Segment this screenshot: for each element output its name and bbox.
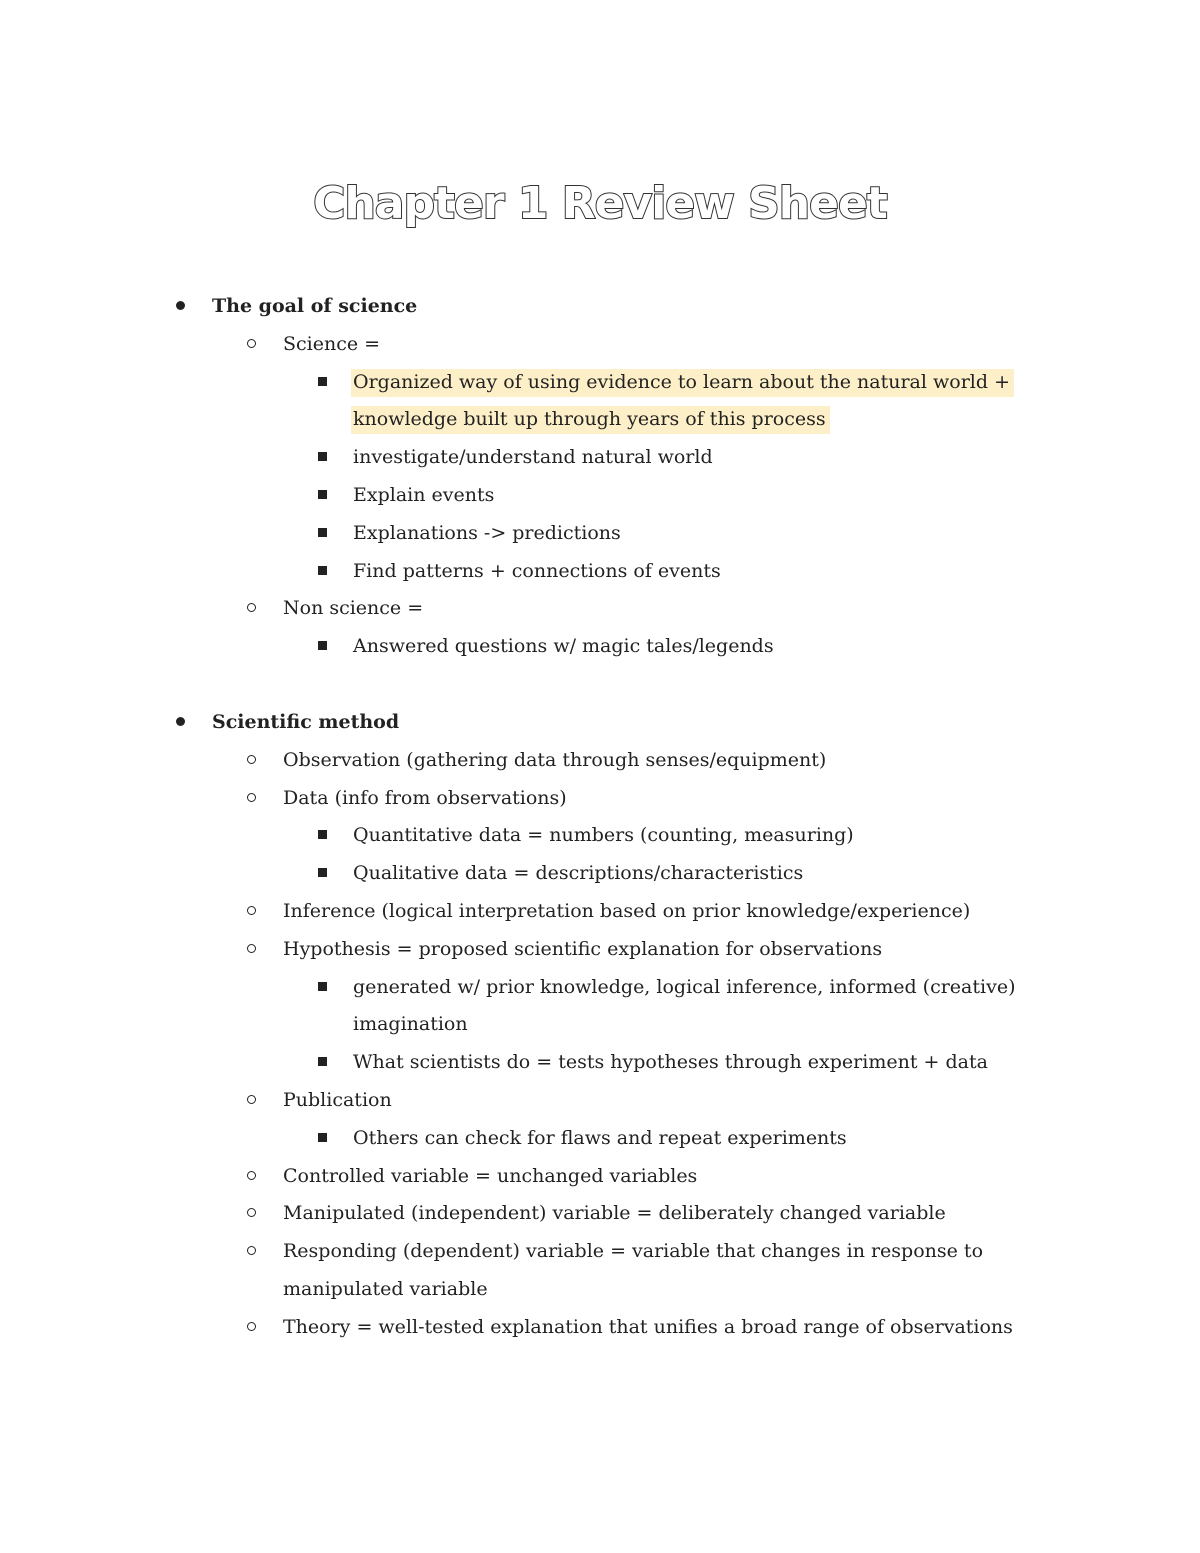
square-bullet-icon (318, 1057, 327, 1066)
hollow-circle-bullet-icon (247, 793, 256, 802)
square-bullet-icon (318, 1133, 327, 1142)
list-item-text: Non science = (283, 597, 424, 620)
square-bullet-icon (318, 566, 327, 575)
sub-list-item-text: Quantitative data = numbers (counting, measuring) (353, 824, 854, 847)
list-item-text: Data (info from observations) (283, 786, 567, 809)
sub-list-item-text: What scientists do = tests hypotheses through experiment + data (353, 1051, 988, 1074)
sub-list-item-text (353, 363, 1014, 401)
hollow-circle-bullet-icon (247, 944, 256, 953)
hollow-circle-bullet-icon (247, 1322, 256, 1331)
sub-list-item-text: imagination (353, 1013, 468, 1036)
section-heading-text: Scientific method (212, 711, 400, 733)
square-bullet-icon (318, 868, 327, 877)
sub-list-item-text: Explanations -> predictions (353, 521, 621, 544)
sub-list-item-text: Answered questions w/ magic tales/legends (353, 635, 774, 658)
square-bullet-icon (318, 982, 327, 991)
list-item-text: Observation (gathering data through senses/equipment) (283, 748, 827, 771)
square-bullet-icon (318, 830, 327, 839)
square-bullet-icon (318, 641, 327, 650)
hollow-circle-bullet-icon (247, 1095, 256, 1104)
sub-list-item-text: investigate/understand natural world (353, 446, 713, 469)
square-bullet-icon (318, 528, 327, 537)
list-item-text: Manipulated (independent) variable = deliberately changed variable (283, 1202, 946, 1225)
highlighted-text: Organized way of using evidence to learn about the natural world + (351, 369, 1014, 397)
hollow-circle-bullet-icon (247, 1171, 256, 1180)
sub-list-item-text: generated w/ prior knowledge, logical inference, informed (creative) (353, 975, 1016, 998)
list-item-text: Controlled variable = unchanged variables (283, 1164, 698, 1187)
highlighted-text: knowledge built up through years of this process (351, 406, 830, 434)
square-bullet-icon (318, 452, 327, 461)
hollow-circle-bullet-icon (247, 339, 256, 348)
hollow-circle-bullet-icon (247, 755, 256, 764)
list-item-text: manipulated variable (283, 1278, 488, 1300)
hollow-circle-bullet-icon (247, 1208, 256, 1217)
list-item-text: Publication (283, 1089, 392, 1111)
sub-list-item-text: Explain events (353, 484, 495, 506)
square-bullet-icon (318, 490, 327, 499)
hollow-circle-bullet-icon (247, 603, 256, 612)
list-item-text: Hypothesis = proposed scientific explanation for observations (283, 937, 883, 960)
section-heading-text: The goal of science (212, 295, 418, 317)
hollow-circle-bullet-icon (247, 906, 256, 915)
list-item-text: Inference (logical interpretation based on prior knowledge/experience) (283, 900, 971, 922)
filled-circle-bullet-icon (176, 301, 185, 310)
sub-list-item-text: Others can check for flaws and repeat experiments (353, 1126, 847, 1149)
sub-list-item-text: Qualitative data = descriptions/characteristics (353, 862, 804, 885)
list-item-text: Science = (283, 332, 381, 355)
page-title: Chapter 1 Review Sheet (313, 178, 887, 229)
sub-list-item-text (353, 400, 830, 438)
list-item-text: Responding (dependent) variable = variable that changes in response to (283, 1240, 984, 1263)
square-bullet-icon (318, 377, 327, 386)
filled-circle-bullet-icon (176, 717, 185, 726)
list-item-text: Theory = well-tested explanation that unifies a broad range of observations (283, 1315, 1013, 1338)
sub-list-item-text: Find patterns + connections of events (353, 559, 721, 582)
hollow-circle-bullet-icon (247, 1246, 256, 1255)
